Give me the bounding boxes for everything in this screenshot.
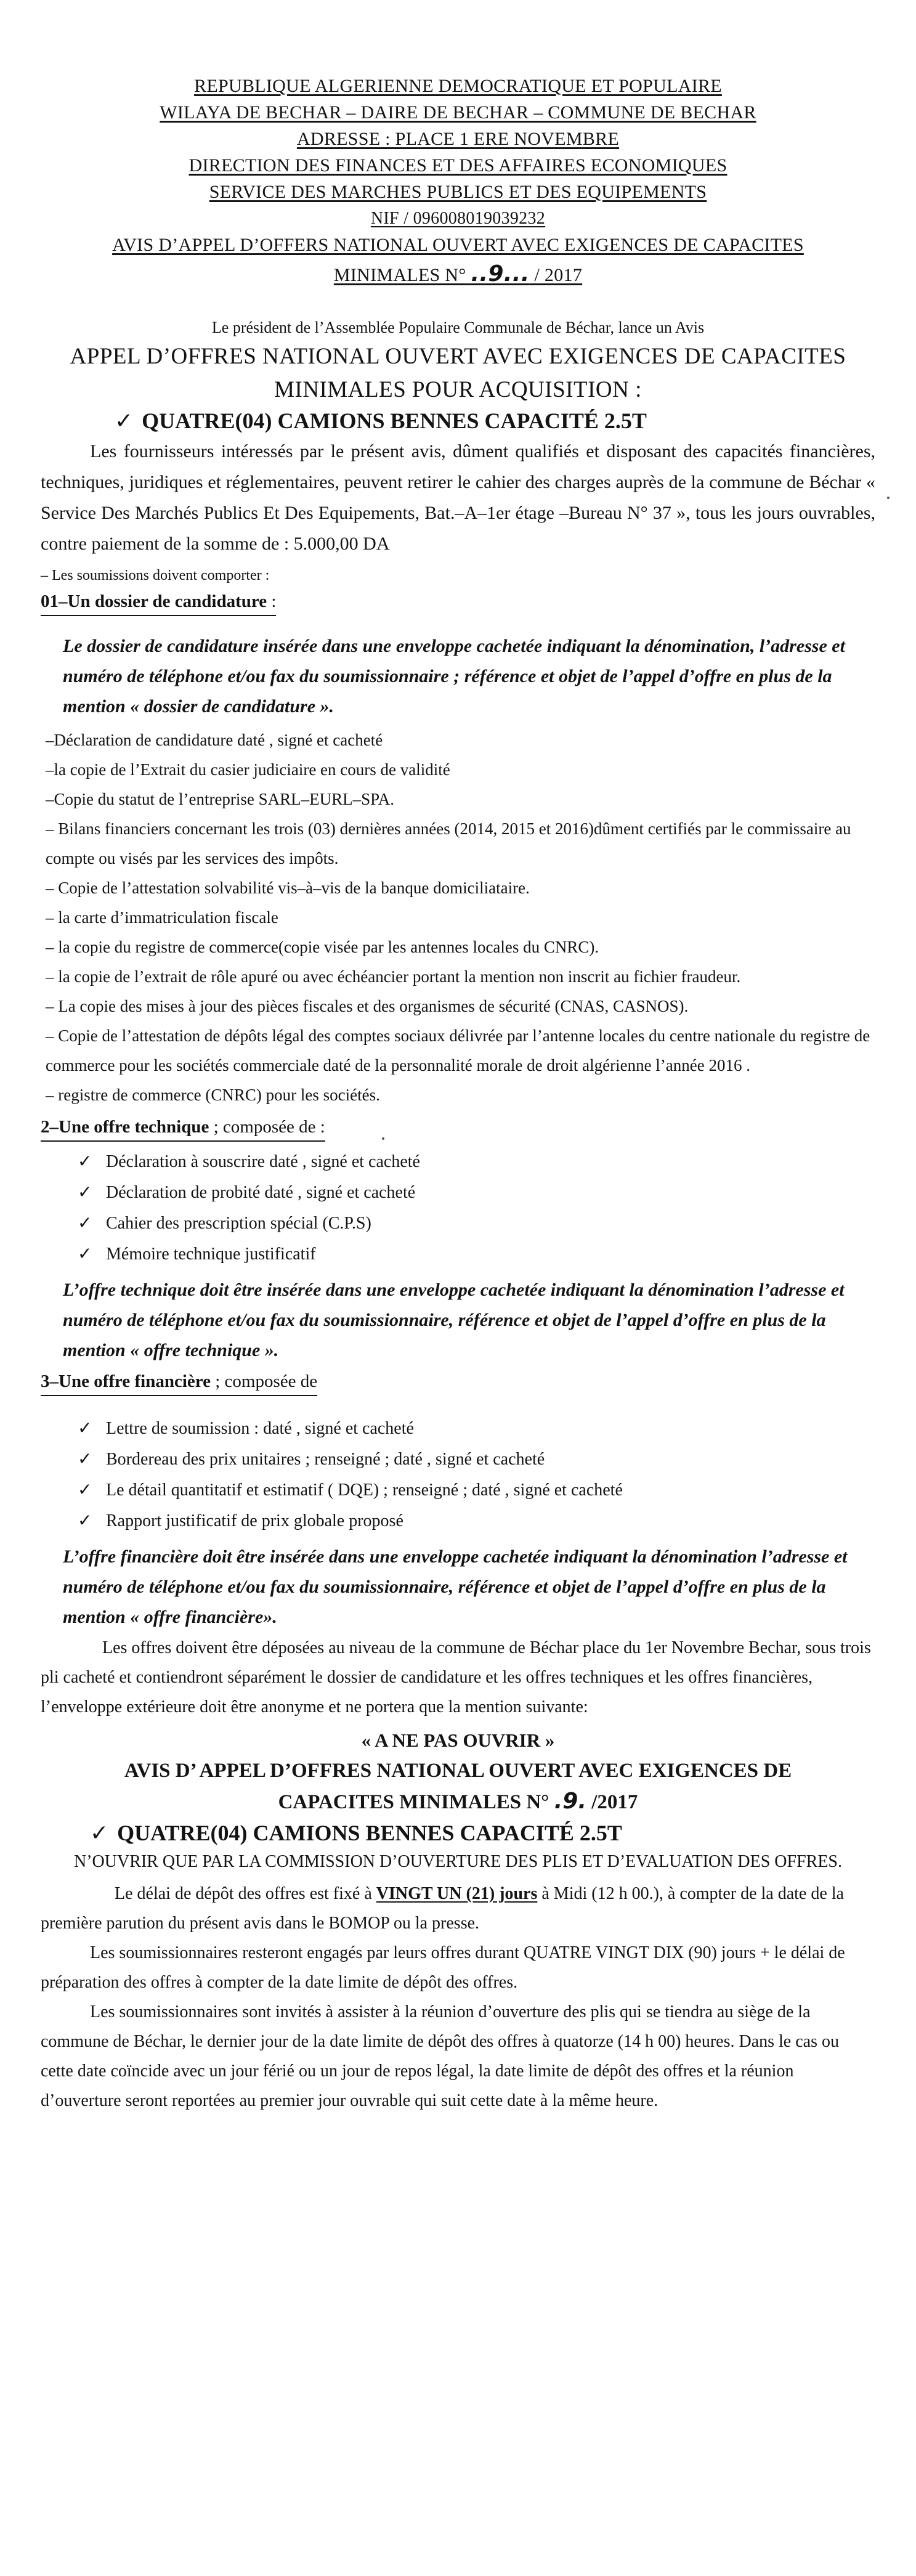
check-mark-icon: ✓ <box>78 1511 92 1530</box>
section-heading-financial <box>41 1368 317 1396</box>
deadline-text-end: à Midi (12 h 00.), à compter de la date de la première parution du présent avis dans le BOMOP ou la presse. <box>41 1884 844 1933</box>
check-mark-icon: ✓ <box>78 1419 92 1438</box>
list-item: – la copie de l’extrait de rôle apuré ou avec échéancier portant la mention non inscrit au fichier fraudeur. <box>46 967 741 986</box>
subject-line <box>115 405 875 436</box>
list-item-text: Lettre de soumission : daté , signé et cacheté <box>106 1419 414 1438</box>
check-mark-icon: ✓ <box>78 1214 92 1233</box>
notice-number-prefix: MINIMALES N° <box>333 265 466 285</box>
technical-offer-list <box>41 1147 875 1270</box>
list-item <box>41 1208 875 1239</box>
section-heading-text: 2–Une offre technique <box>41 1117 209 1137</box>
list-item-text: Le détail quantitatif et estimatif ( DQE) ; renseigné ; daté , signé et cacheté <box>106 1481 623 1500</box>
envelope-number-year: /2017 <box>591 1791 638 1813</box>
list-item: – Bilans financiers concernant les trois (03) dernières années (2014, 2015 et 2016)dûment certifiés par le commissaire au compte ou visés par les services des impôts. <box>46 819 851 867</box>
list-item <box>41 1475 875 1506</box>
list-item: – Copie de l’attestation solvabilité vis–à–vis de la banque domiciliataire. <box>46 879 530 897</box>
list-item: – la copie du registre de commerce(copie visée par les antennes locales du CNRC). <box>46 938 599 956</box>
list-item-text: Mémoire technique justificatif <box>106 1245 316 1264</box>
header-line: ADRESSE : PLACE 1 ERE NOVEMBRE <box>296 129 620 149</box>
call-title-line: APPEL D’OFFRES NATIONAL OUVERT AVEC EXIGENCES DE CAPACITES <box>70 344 846 369</box>
list-item: – la carte d’immatriculation fiscale <box>46 908 278 927</box>
list-item-text: Rapport justificatif de prix globale proposé <box>106 1511 403 1530</box>
list-item: – Copie de l’attestation de dépôts légal des comptes sociaux délivrée par l’antenne locales du centre nationale du registre de commerce pour les sociétés commerciale daté de la personnalité morale de droit algérienne l’année 2016 . <box>46 1026 870 1075</box>
handwritten-number: .9. <box>554 1789 587 1814</box>
list-item-text: Cahier des prescription spécial (C.P.S) <box>106 1214 371 1233</box>
check-mark-icon: ✓ <box>78 1481 92 1500</box>
opening-session-paragraph: Les soumissionnaires sont invités à assister à la réunion d’ouverture des plis qui se tiendra au siège de la commune de Béchar, le dernier jour de la date limite de dépôt des offres à quatorze (14 h 00) heures. Dans le cas ou cette date coïncide avec un jour férié ou un jour de repos légal, la date limite de dépôt des offres et la réunion d’ouverture seront reportées au premier jour ouvrable qui suit cette date à la même heure. <box>41 2002 839 2110</box>
handwritten-number: ..9... <box>471 261 530 286</box>
section-heading-technical <box>41 1113 325 1142</box>
validity-paragraph: Les soumissionnaires resteront engagés par leurs offres durant QUATRE VINGT DIX (90) jours + le délai de préparation des offres à compter de la date limite de dépôt des offres. <box>41 1943 845 1992</box>
section-heading-suffix: : <box>271 591 277 611</box>
header-line: WILAYA DE BECHAR – DAIRE DE BECHAR – COMMUNE DE BECHAR <box>160 102 756 123</box>
list-item-text: Déclaration à souscrire daté , signé et cacheté <box>106 1152 420 1171</box>
notice-number <box>334 261 582 288</box>
notice-number-year: / 2017 <box>534 265 583 285</box>
letterhead <box>41 0 875 288</box>
header-line: AVIS D’APPEL D’OFFERS NATIONAL OUVERT AVEC EXIGENCES DE CAPACITES <box>112 235 804 255</box>
list-item <box>41 1506 875 1537</box>
check-mark-icon: ✓ <box>78 1183 92 1202</box>
section-heading-suffix: ; composée de <box>210 1371 318 1391</box>
list-item-text: Déclaration de probité daté , signé et cacheté <box>106 1183 416 1202</box>
scan-speck <box>887 497 890 499</box>
section-heading-text: 01–Un dossier de candidature <box>41 591 267 611</box>
subject-text: QUATRE(04) CAMIONS BENNES CAPACITÉ 2.5T <box>142 408 647 433</box>
section-heading-text: 3–Une offre financière <box>41 1371 211 1391</box>
section-heading-candidature <box>41 588 276 616</box>
commission-mention: N’OUVRIR QUE PAR LA COMMISSION D’OUVERTURE DES PLIS ET D’EVALUATION DES OFFRES. <box>73 1852 842 1871</box>
subject-text: QUATRE(04) CAMIONS BENNES CAPACITÉ 2.5T <box>117 1821 622 1845</box>
header-nif: NIF / 096008019039232 <box>370 209 546 228</box>
candidature-document-list <box>41 725 875 1110</box>
list-item <box>41 1147 875 1177</box>
header-line: REPUBLIQUE ALGERIENNE DEMOCRATIQUE ET POPULAIRE <box>194 76 722 96</box>
header-line: DIRECTION DES FINANCES ET DES AFFAIRES ECONOMIQUES <box>188 155 728 176</box>
envelope-number-prefix: CAPACITES MINIMALES N° <box>278 1791 549 1813</box>
subject-line-envelope <box>90 1818 875 1848</box>
list-item: –la copie de l’Extrait du casier judiciaire en cours de validité <box>46 760 450 779</box>
section-heading-suffix: ; composée de : <box>209 1117 325 1137</box>
envelope-notice-number <box>41 1786 875 1818</box>
candidature-instruction: Le dossier de candidature insérée dans une enveloppe cachetée indiquant la dénomination, l’adresse et numéro de téléphone et/ou fax du soumissionnaire ; référence et objet de l’appel d’offre en plus de la mention « dossier de candidature ». <box>63 636 845 717</box>
submission-requirements-label: – Les soumissions doivent comporter : <box>41 567 270 583</box>
check-mark-icon: ✓ <box>90 1821 109 1845</box>
deadline-text: Le délai de dépôt des offres est fixé à <box>115 1884 376 1903</box>
list-item-text: Bordereau des prix unitaires ; renseigné ; daté , signé et cacheté <box>106 1450 545 1469</box>
intro-line: Le président de l’Assemblée Populaire Communale de Béchar, lance un Avis <box>211 319 705 336</box>
deadline-paragraph <box>41 1879 875 1938</box>
check-mark-icon: ✓ <box>78 1152 92 1171</box>
list-item: – registre de commerce (CNRC) pour les sociétés. <box>46 1086 380 1104</box>
do-not-open-mention: « A NE PAS OUVRIR » <box>361 1729 555 1751</box>
list-item: –Déclaration de candidature daté , signé et cacheté <box>46 731 383 749</box>
call-title-line: MINIMALES POUR ACQUISITION : <box>274 377 642 402</box>
list-item <box>41 1177 875 1208</box>
list-item <box>41 1413 875 1444</box>
list-item: –Copie du statut de l’entreprise SARL–EURL–SPA. <box>46 790 394 808</box>
list-item <box>41 1444 875 1475</box>
deposit-paragraph: Les offres doivent être déposées au niveau de la commune de Béchar place du 1er Novembre Bechar, sous trois pli cacheté et contiendront séparément le dossier de candidature et les offres techniques et les offres financières, l’enveloppe extérieure doit être anonyme et ne portera que la mention suivante: <box>41 1638 871 1717</box>
deadline-duration: VINGT UN (21) jours <box>376 1884 538 1903</box>
scan-speck <box>382 1137 384 1140</box>
list-item <box>41 1239 875 1270</box>
technical-instruction: L’offre technique doit être insérée dans une enveloppe cachetée indiquant la dénomination l’adresse et numéro de téléphone et/ou fax du soumissionnaire, référence et objet de l’appel d’offre en plus de la mention « offre technique ». <box>63 1280 845 1360</box>
envelope-notice-title: AVIS D’ APPEL D’OFFRES NATIONAL OUVERT AVEC EXIGENCES DE <box>124 1760 792 1782</box>
check-mark-icon: ✓ <box>115 408 134 433</box>
check-mark-icon: ✓ <box>78 1245 92 1264</box>
withdrawal-paragraph: Les fournisseurs intéressés par le présent avis, dûment qualifiés et disposant des capacités financières, techniques, juridiques et réglementaires, peuvent retirer le cahier des charges auprès de la commune de Béchar « Service Des Marchés Publics Et Des Equipements, Bat.–A–1er étage –Bureau N° 37 », tous les jours ouvrables, contre paiement de la somme de : 5.000,00 DA <box>41 441 875 554</box>
list-item: – La copie des mises à jour des pièces fiscales et des organismes de sécurité (CNAS, CASNOS). <box>46 997 689 1015</box>
financial-instruction: L’offre financière doit être insérée dans une enveloppe cachetée indiquant la dénomination l’adresse et numéro de téléphone et/ou fax du soumissionnaire, référence et objet de l’appel d’offre en plus de la mention « offre financière». <box>63 1546 848 1627</box>
check-mark-icon: ✓ <box>78 1450 92 1469</box>
financial-offer-list <box>41 1413 875 1537</box>
header-line: SERVICE DES MARCHES PUBLICS ET DES EQUIPEMENTS <box>209 182 707 202</box>
